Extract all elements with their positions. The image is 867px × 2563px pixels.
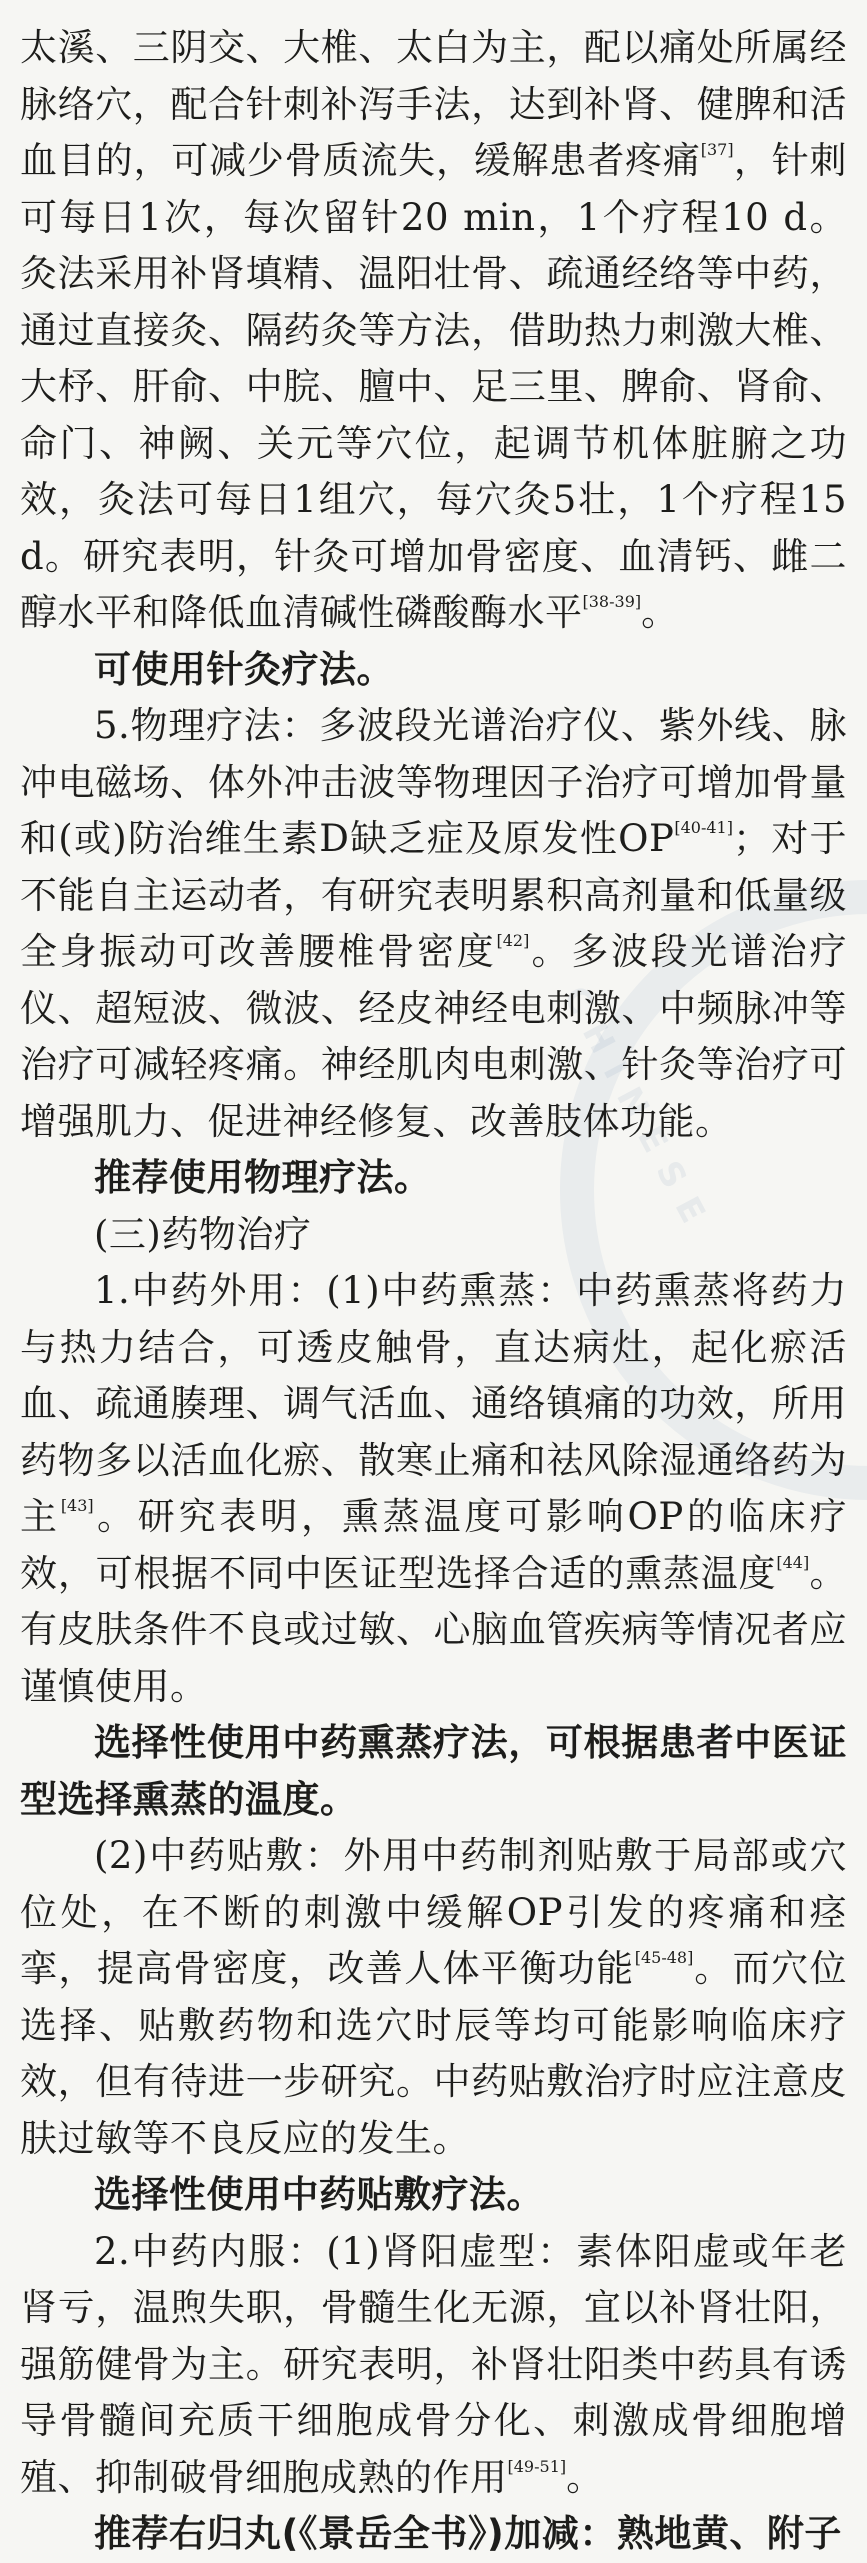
paragraph-text: 2.中药内服：(1)肾阳虚型：素体阳虚或年老肾亏，温煦失职，骨髓生化无源，宜以补肾壮阳，强筋健骨为主。研究表明，补肾壮阳类中药具有诱导骨髓间充质干细胞成骨分化、刺激成骨细胞增殖、抑制破骨细胞成熟的作用 — [20, 2229, 847, 2499]
recommendation-text: 可使用针灸疗法。 — [94, 647, 394, 691]
paragraph — [20, 20, 847, 642]
citation: [40-41] — [674, 818, 733, 837]
recommendation — [20, 2506, 847, 2563]
citation: [42] — [496, 931, 530, 950]
paragraph-text: ；对于不能自主运动者，有研究表明累积高剂量和低量级全身振动可改善腰椎骨密度 — [20, 817, 848, 973]
paragraph — [20, 1263, 847, 1715]
paragraph-text: 。 — [566, 2455, 604, 2499]
paragraph — [20, 698, 847, 1150]
recommendation — [20, 2167, 847, 2224]
paragraph — [20, 1828, 847, 2167]
watermark-text: CHINESE — [554, 980, 721, 1244]
citation: [38-39] — [582, 592, 642, 611]
document-body — [20, 20, 847, 2563]
recommendation-text: 推荐右归丸(《景岳全书》)加减：熟地黄、附子 — [94, 2512, 842, 2555]
citation: [43] — [60, 1496, 94, 1515]
citation: [44] — [776, 1552, 810, 1572]
paragraph-text: (2)中药贴敷：外用中药制剂贴敷于局部或穴位处，在不断的刺激中缓解OP引发的疼痛和痉挛，提高骨密度，改善人体平衡功能 — [20, 1834, 847, 1990]
recommendation — [20, 1715, 847, 1828]
citation: [49-51] — [507, 2456, 567, 2476]
citation: [37] — [700, 140, 734, 159]
section-heading-text: (三)药物治疗 — [94, 1212, 312, 1256]
paragraph-text: 。多波段光谱治疗仪、超短波、微波、经皮神经电刺激、中频脉冲等治疗可减轻疼痛。神经肌肉电刺激、针灸等治疗可增强肌力、促进神经修复、改善肢体功能。 — [20, 930, 848, 1143]
paragraph-text: 1.中药外用：(1)中药熏蒸：中药熏蒸将药力与热力结合，可透皮触骨，直达病灶，起化瘀活血、疏通腠理、调气活血、通络镇痛的功效，所用药物多以活血化瘀、散寒止痛和祛风除湿通络药为主 — [20, 1269, 847, 1538]
recommendation-text: 选择性使用中药熏蒸疗法，可根据患者中医证型选择熏蒸的温度。 — [20, 1721, 847, 1821]
paragraph-text: 5.物理疗法：多波段光谱治疗仪、紫外线、脉冲电磁场、体外冲击波等物理因子治疗可增加骨量和(或)防治维生素D缺乏症及原发性OP — [20, 704, 847, 860]
citation: [45-48] — [634, 1948, 694, 1967]
paragraph-text: ，针刺可每日1次，每次留针20 min，1个疗程10 d。灸法采用补肾填精、温阳壮骨、疏通经络等中药，通过直接灸、隔药灸等方法，借助热力刺激大椎、大杼、肝俞、中脘、膻中、足三里、脾俞、肾俞、命门、神阙、关元等穴位，起调节机体脏腑之功效，灸法可每日1组穴，每穴灸5壮，1个疗程15 d。研究表明，针灸可增加骨密度、血清钙、雌二醇水平和降低血清碱性磷酸酶水平 — [20, 139, 848, 634]
paragraph-text: 。 — [641, 591, 679, 634]
paragraph — [20, 2224, 847, 2507]
paragraph-text: 太溪、三阴交、大椎、太白为主，配以痛处所属经脉络穴，配合针刺补泻手法，达到补肾、健脾和活血目的，可减少骨质流失，缓解患者疼痛 — [20, 26, 847, 182]
paragraph-text: 。有皮肤条件不良或过敏、心脑血管疾病等情况者应谨慎使用。 — [20, 1551, 848, 1708]
recommendation — [20, 1150, 847, 1207]
section-heading — [20, 1207, 847, 1264]
recommendation — [20, 642, 847, 699]
paragraph-text: 。而穴位选择、贴敷药物和选穴时辰等均可能影响临床疗效，但有待进一步研究。中药贴敷治疗时应注意皮肤过敏等不良反应的发生。 — [20, 1947, 848, 2160]
recommendation-text: 推荐使用物理疗法。 — [94, 1156, 432, 1199]
paragraph-text: 。研究表明，熏蒸温度可影响OP的临床疗效，可根据不同中医证型选择合适的熏蒸温度 — [20, 1495, 847, 1595]
recommendation-text: 选择性使用中药贴敷疗法。 — [94, 2173, 544, 2216]
